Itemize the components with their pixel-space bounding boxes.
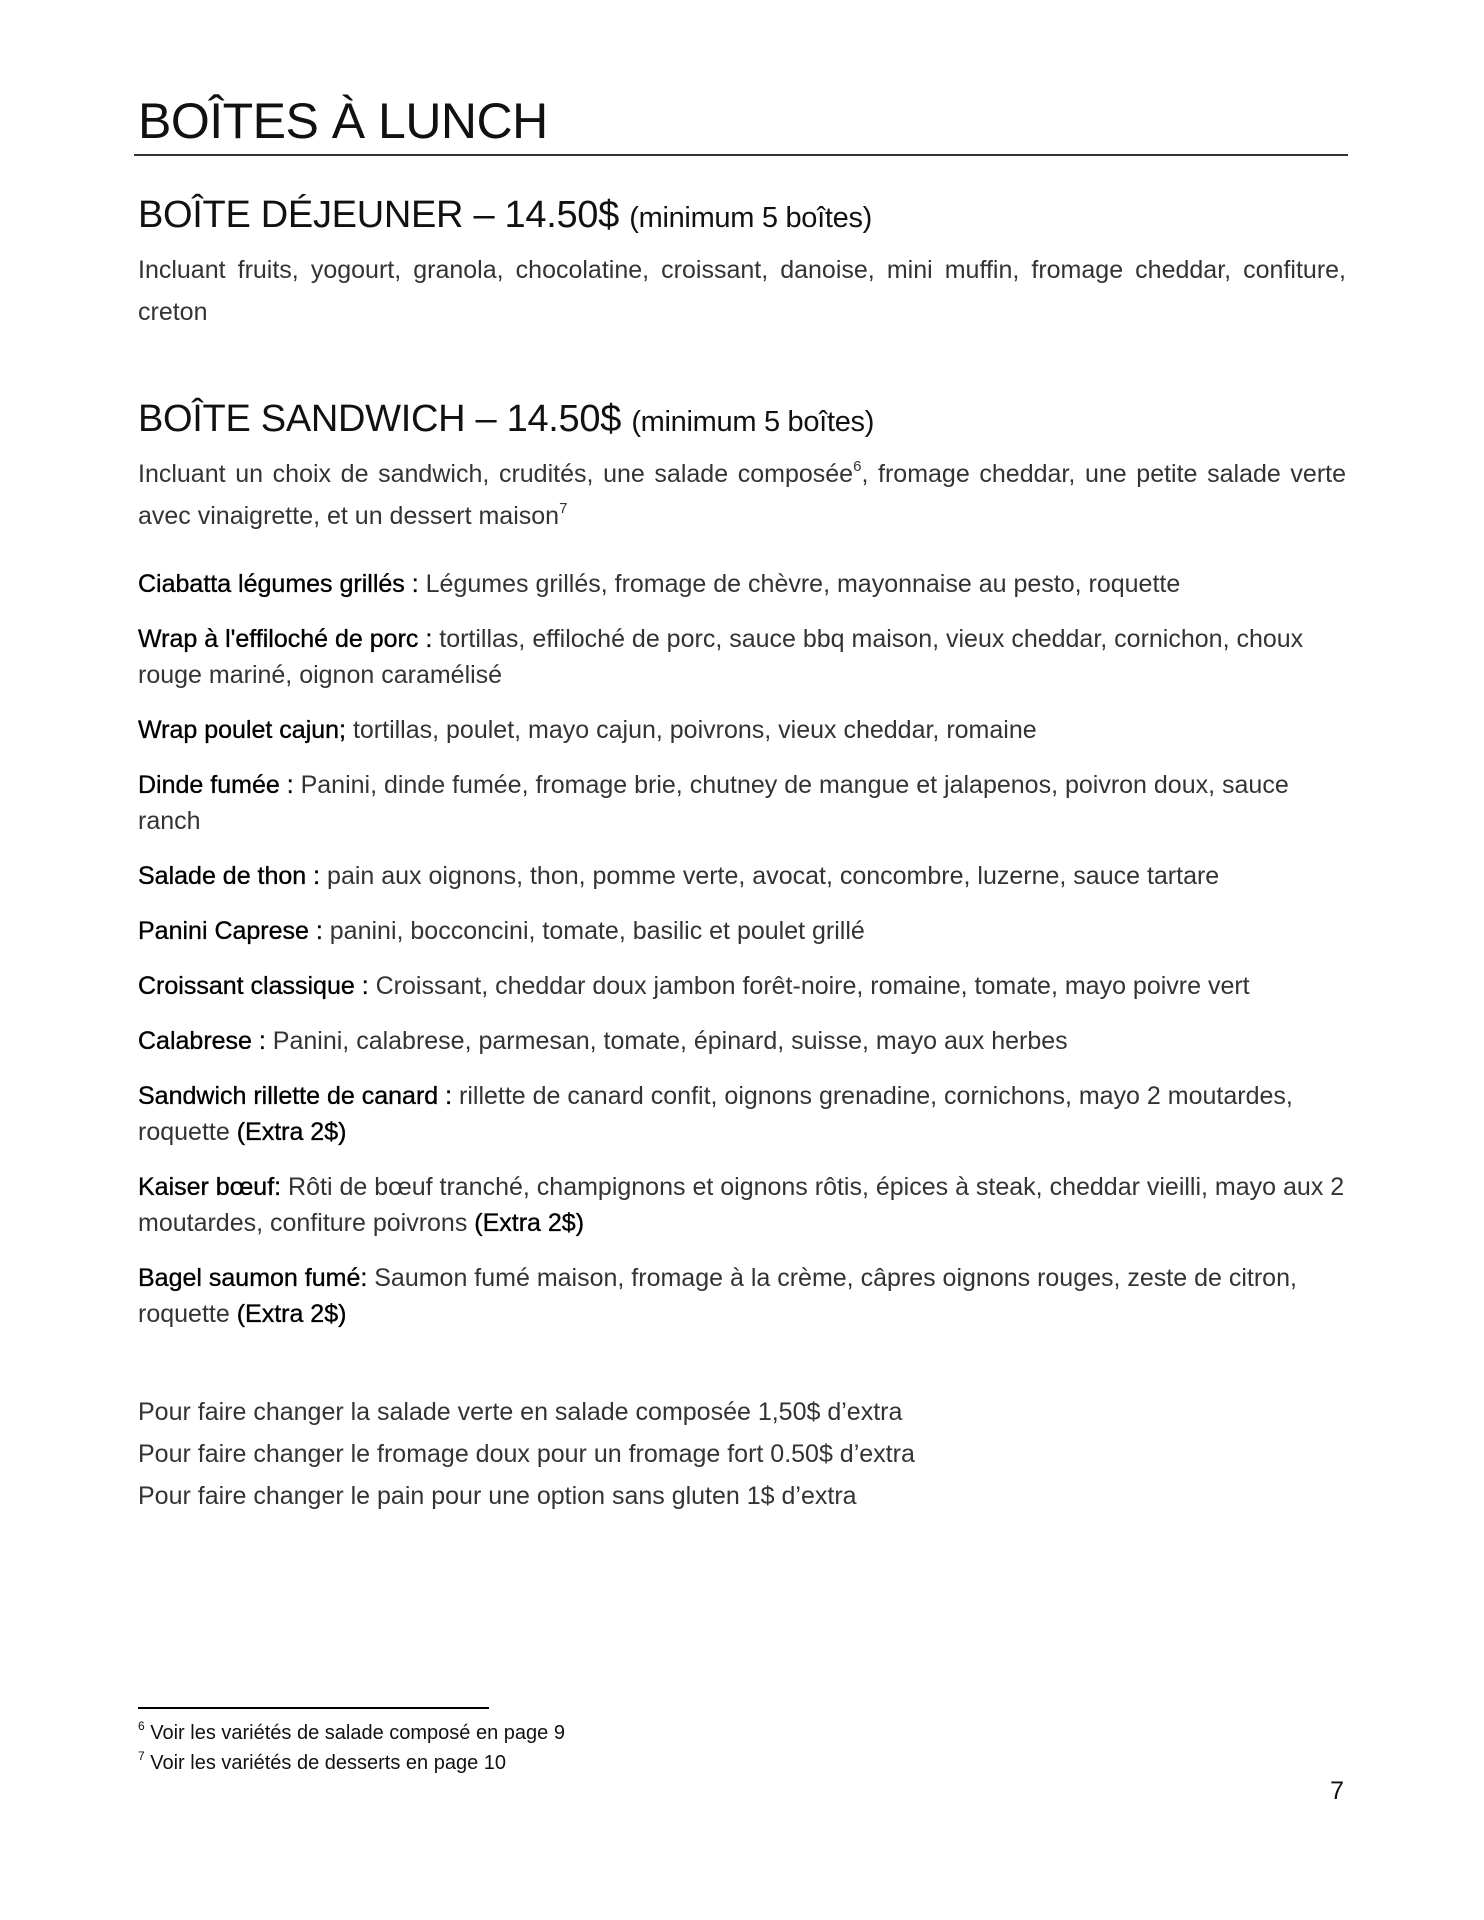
item-description: panini, bocconcini, tomate, basilic et poulet grillé xyxy=(322,917,865,945)
item-description: Panini, dinde fumée, fromage brie, chutney de mangue et jalapenos, poivron doux, sauce ranch xyxy=(138,771,1289,835)
footnote-ref-7[interactable]: 7 xyxy=(559,500,568,518)
item-description: Rôti de bœuf tranché, champignons et oignons rôtis, épices à steak, cheddar vieilli, mayo aux 2 moutardes, confiture poivrons xyxy=(138,1173,1345,1237)
item-description: rillette de canard confit, oignons grenadine, cornichons, mayo 2 moutardes, roquette xyxy=(138,1082,1293,1146)
sandwich-description-part1: Incluant un choix de sandwich, crudités, une salade composée xyxy=(138,460,854,488)
footnote-6 xyxy=(138,1718,565,1748)
item-description: Croissant, cheddar doux jambon forêt-noire, romaine, tomate, mayo poivre vert xyxy=(368,972,1250,1000)
document-page xyxy=(138,0,1348,1920)
item-name: Dinde fumée : xyxy=(138,771,294,799)
option-line: Pour faire changer le pain pour une option sans gluten 1$ d’extra xyxy=(138,1482,857,1510)
list-item xyxy=(138,767,1348,839)
footnote-text: Voir les variétés de desserts en page 10 xyxy=(144,1752,507,1774)
title-divider xyxy=(134,154,1348,156)
list-item xyxy=(138,1260,1348,1332)
list-item xyxy=(138,913,1348,949)
option-line: Pour faire changer la salade verte en salade composée 1,50$ d’extra xyxy=(138,1398,903,1426)
footnote-divider xyxy=(138,1707,489,1709)
footnote-number: 6 xyxy=(138,1719,145,1734)
item-description: pain aux oignons, thon, pomme verte, avocat, concombre, luzerne, sauce tartare xyxy=(320,862,1220,890)
item-name: Bagel saumon fumé: xyxy=(138,1264,368,1292)
section-description-sandwich xyxy=(138,453,1346,537)
item-name: Calabrese : xyxy=(138,1027,266,1055)
item-extra: (Extra 2$) xyxy=(236,1118,347,1146)
footnote-7 xyxy=(138,1748,565,1778)
section-heading-sandwich xyxy=(138,398,874,441)
sandwich-description-part2: , fromage cheddar, une petite salade verte avec vinaigrette, et un dessert maison xyxy=(138,460,1347,530)
section-heading-dejeuner xyxy=(138,194,872,237)
item-description: Panini, calabrese, parmesan, tomate, épinard, suisse, mayo aux herbes xyxy=(265,1027,1068,1055)
sandwich-list xyxy=(138,566,1348,1351)
page-title: BOÎTES À LUNCH xyxy=(138,93,548,149)
item-name: Ciabatta légumes grillés : xyxy=(138,570,419,598)
list-item xyxy=(138,968,1348,1004)
list-item xyxy=(138,566,1348,602)
item-description: Saumon fumé maison, fromage à la crème, câpres oignons rouges, zeste de citron, roquette xyxy=(138,1264,1297,1328)
item-description: tortillas, effiloché de porc, sauce bbq maison, vieux cheddar, cornichon, choux rouge mariné, oignon caramélisé xyxy=(138,625,1304,689)
footnote-number: 7 xyxy=(138,1749,145,1764)
item-description: tortillas, poulet, mayo cajun, poivrons, vieux cheddar, romaine xyxy=(346,716,1037,744)
footnote-text: Voir les variétés de salade composé en page 9 xyxy=(144,1722,565,1744)
section-title-dejeuner: BOÎTE DÉJEUNER – 14.50$ xyxy=(138,194,619,236)
item-name: Croissant classique : xyxy=(138,972,369,1000)
extra-options xyxy=(138,1391,1348,1517)
page-number: 7 xyxy=(1330,1777,1344,1805)
item-name: Wrap à l'effiloché de porc : xyxy=(138,625,433,653)
list-item xyxy=(138,621,1348,693)
item-name: Kaiser bœuf: xyxy=(138,1173,282,1201)
footnotes xyxy=(138,1718,565,1778)
footnote-ref-6[interactable]: 6 xyxy=(853,458,862,476)
list-item xyxy=(138,1078,1348,1150)
section-description-dejeuner: Incluant fruits, yogourt, granola, chocolatine, croissant, danoise, mini muffin, fromage cheddar, confiture, creton xyxy=(138,256,1346,326)
item-name: Wrap poulet cajun; xyxy=(138,716,346,744)
list-item xyxy=(138,858,1348,894)
section-title-sandwich: BOÎTE SANDWICH – 14.50$ xyxy=(138,398,622,440)
item-extra: (Extra 2$) xyxy=(236,1300,347,1328)
list-item xyxy=(138,1169,1348,1241)
list-item xyxy=(138,712,1348,748)
option-line: Pour faire changer le fromage doux pour un fromage fort 0.50$ d’extra xyxy=(138,1440,915,1468)
item-name: Sandwich rillette de canard : xyxy=(138,1082,453,1110)
section-minimum-dejeuner: (minimum 5 boîtes) xyxy=(629,202,873,234)
list-item xyxy=(138,1023,1348,1059)
section-minimum-sandwich: (minimum 5 boîtes) xyxy=(631,406,875,438)
item-name: Salade de thon : xyxy=(138,862,321,890)
item-description: Légumes grillés, fromage de chèvre, mayonnaise au pesto, roquette xyxy=(418,570,1181,598)
item-extra: (Extra 2$) xyxy=(474,1209,585,1237)
item-name: Panini Caprese : xyxy=(138,917,323,945)
